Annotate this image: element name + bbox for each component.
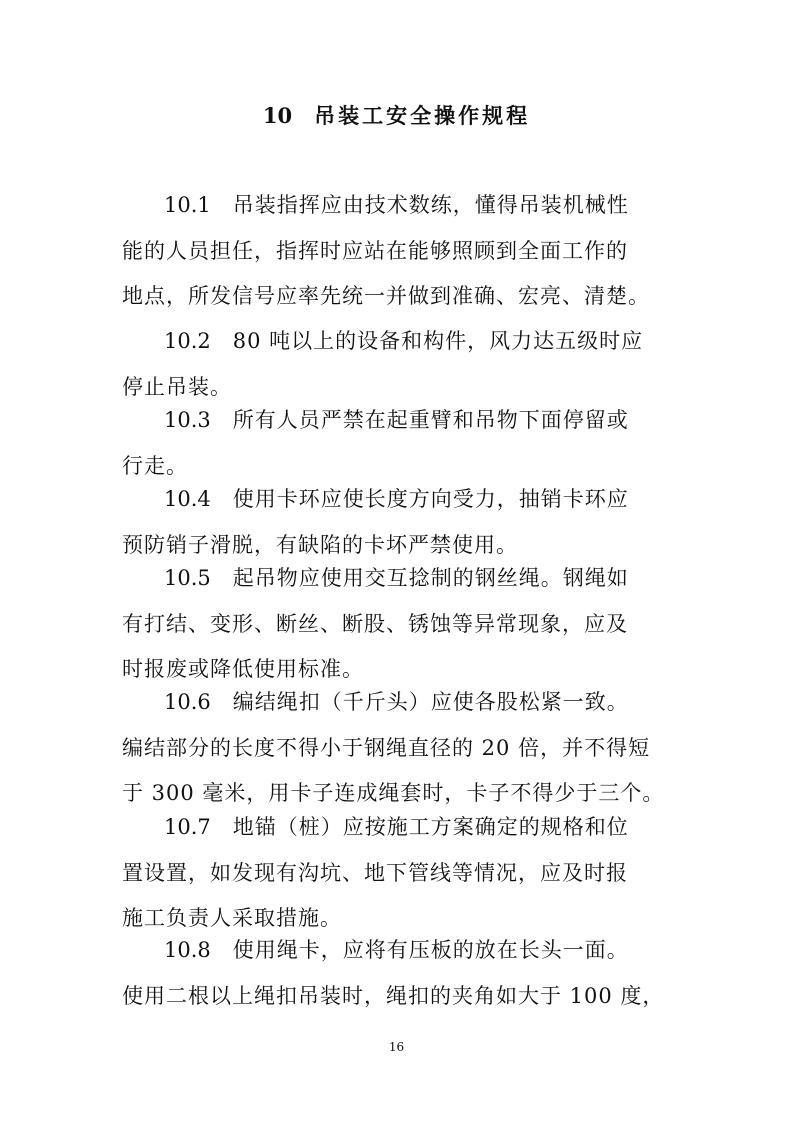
clause-10-2 bbox=[122, 319, 670, 410]
clause-text: 使用绳卡，应将有压板的放在长头一面。 bbox=[232, 938, 629, 962]
clause-text: 吊装指挥应由技术数练，懂得吊装机械性 bbox=[232, 193, 629, 217]
section-number: 10 bbox=[262, 103, 293, 128]
clause-number: 10.7 bbox=[164, 815, 211, 839]
clause-10-6 bbox=[122, 680, 670, 817]
clause-10-5 bbox=[122, 556, 670, 693]
clause-line bbox=[122, 319, 670, 365]
clause-10-7 bbox=[122, 805, 670, 942]
clause-line bbox=[122, 556, 670, 602]
clause-line: 于 300 毫米，用卡子连成绳套时，卡子不得少于三个。 bbox=[122, 781, 665, 805]
clause-line: 停止吊装。 bbox=[122, 374, 232, 399]
clause-line bbox=[122, 183, 670, 229]
section-title: 吊装工安全操作规程 bbox=[314, 103, 531, 128]
clause-text: 80 吨以上的设备和构件，风力达五级时应 bbox=[232, 329, 644, 353]
page-title bbox=[0, 100, 793, 130]
clause-line: 施工负责人采取措施。 bbox=[122, 906, 342, 930]
clause-line bbox=[122, 680, 670, 726]
clause-number: 10.2 bbox=[164, 329, 211, 353]
clause-line: 置设置，如发现有沟坑、地下管线等情况，应及时报 bbox=[122, 860, 628, 885]
clause-line: 使用二根以上绳扣吊装时，绳扣的夹角如大于 100 度， bbox=[122, 983, 665, 1008]
clause-line bbox=[122, 928, 670, 974]
clause-number: 10.4 bbox=[164, 487, 211, 511]
clause-line bbox=[122, 477, 670, 523]
clause-text: 编结绳扣（千斤头）应使各股松紧一致。 bbox=[232, 690, 629, 714]
clause-text: 地锚（桩）应按施工方案确定的规格和位 bbox=[232, 815, 629, 839]
clause-number: 10.8 bbox=[164, 938, 211, 962]
clause-10-1 bbox=[122, 183, 670, 320]
clause-text: 起吊物应使用交互捻制的钢丝绳。钢绳如 bbox=[232, 566, 629, 590]
clause-number: 10.3 bbox=[164, 408, 211, 432]
clause-number: 10.5 bbox=[164, 566, 211, 590]
clause-10-3 bbox=[122, 398, 670, 489]
clause-line bbox=[122, 805, 670, 851]
clause-number: 10.6 bbox=[164, 690, 211, 714]
clause-line: 地点，所发信号应率先统一并做到准确、宏亮、清楚。 bbox=[122, 284, 650, 308]
clause-line: 编结部分的长度不得小于钢绳直径的 20 倍，并不得短 bbox=[122, 735, 651, 760]
clause-10-4 bbox=[122, 477, 670, 568]
clause-line bbox=[122, 398, 670, 444]
clause-text: 使用卡环应使长度方向受力，抽销卡环应 bbox=[232, 487, 629, 511]
clause-line: 有打结、变形、断丝、断股、锈蚀等异常现象，应及 bbox=[122, 611, 628, 636]
clause-line: 能的人员担任，指挥时应站在能够照顾到全面工作的 bbox=[122, 238, 628, 263]
clause-text: 所有人员严禁在起重臂和吊物下面停留或 bbox=[232, 408, 629, 432]
clause-10-8 bbox=[122, 928, 670, 1019]
clause-number: 10.1 bbox=[164, 193, 211, 217]
page-number: 16 bbox=[388, 1040, 405, 1054]
clause-line: 行走。 bbox=[122, 453, 188, 478]
clause-line: 时报废或降低使用标准。 bbox=[122, 657, 364, 681]
clause-line: 预防销子滑脱，有缺陷的卡坏严禁使用。 bbox=[122, 532, 518, 557]
